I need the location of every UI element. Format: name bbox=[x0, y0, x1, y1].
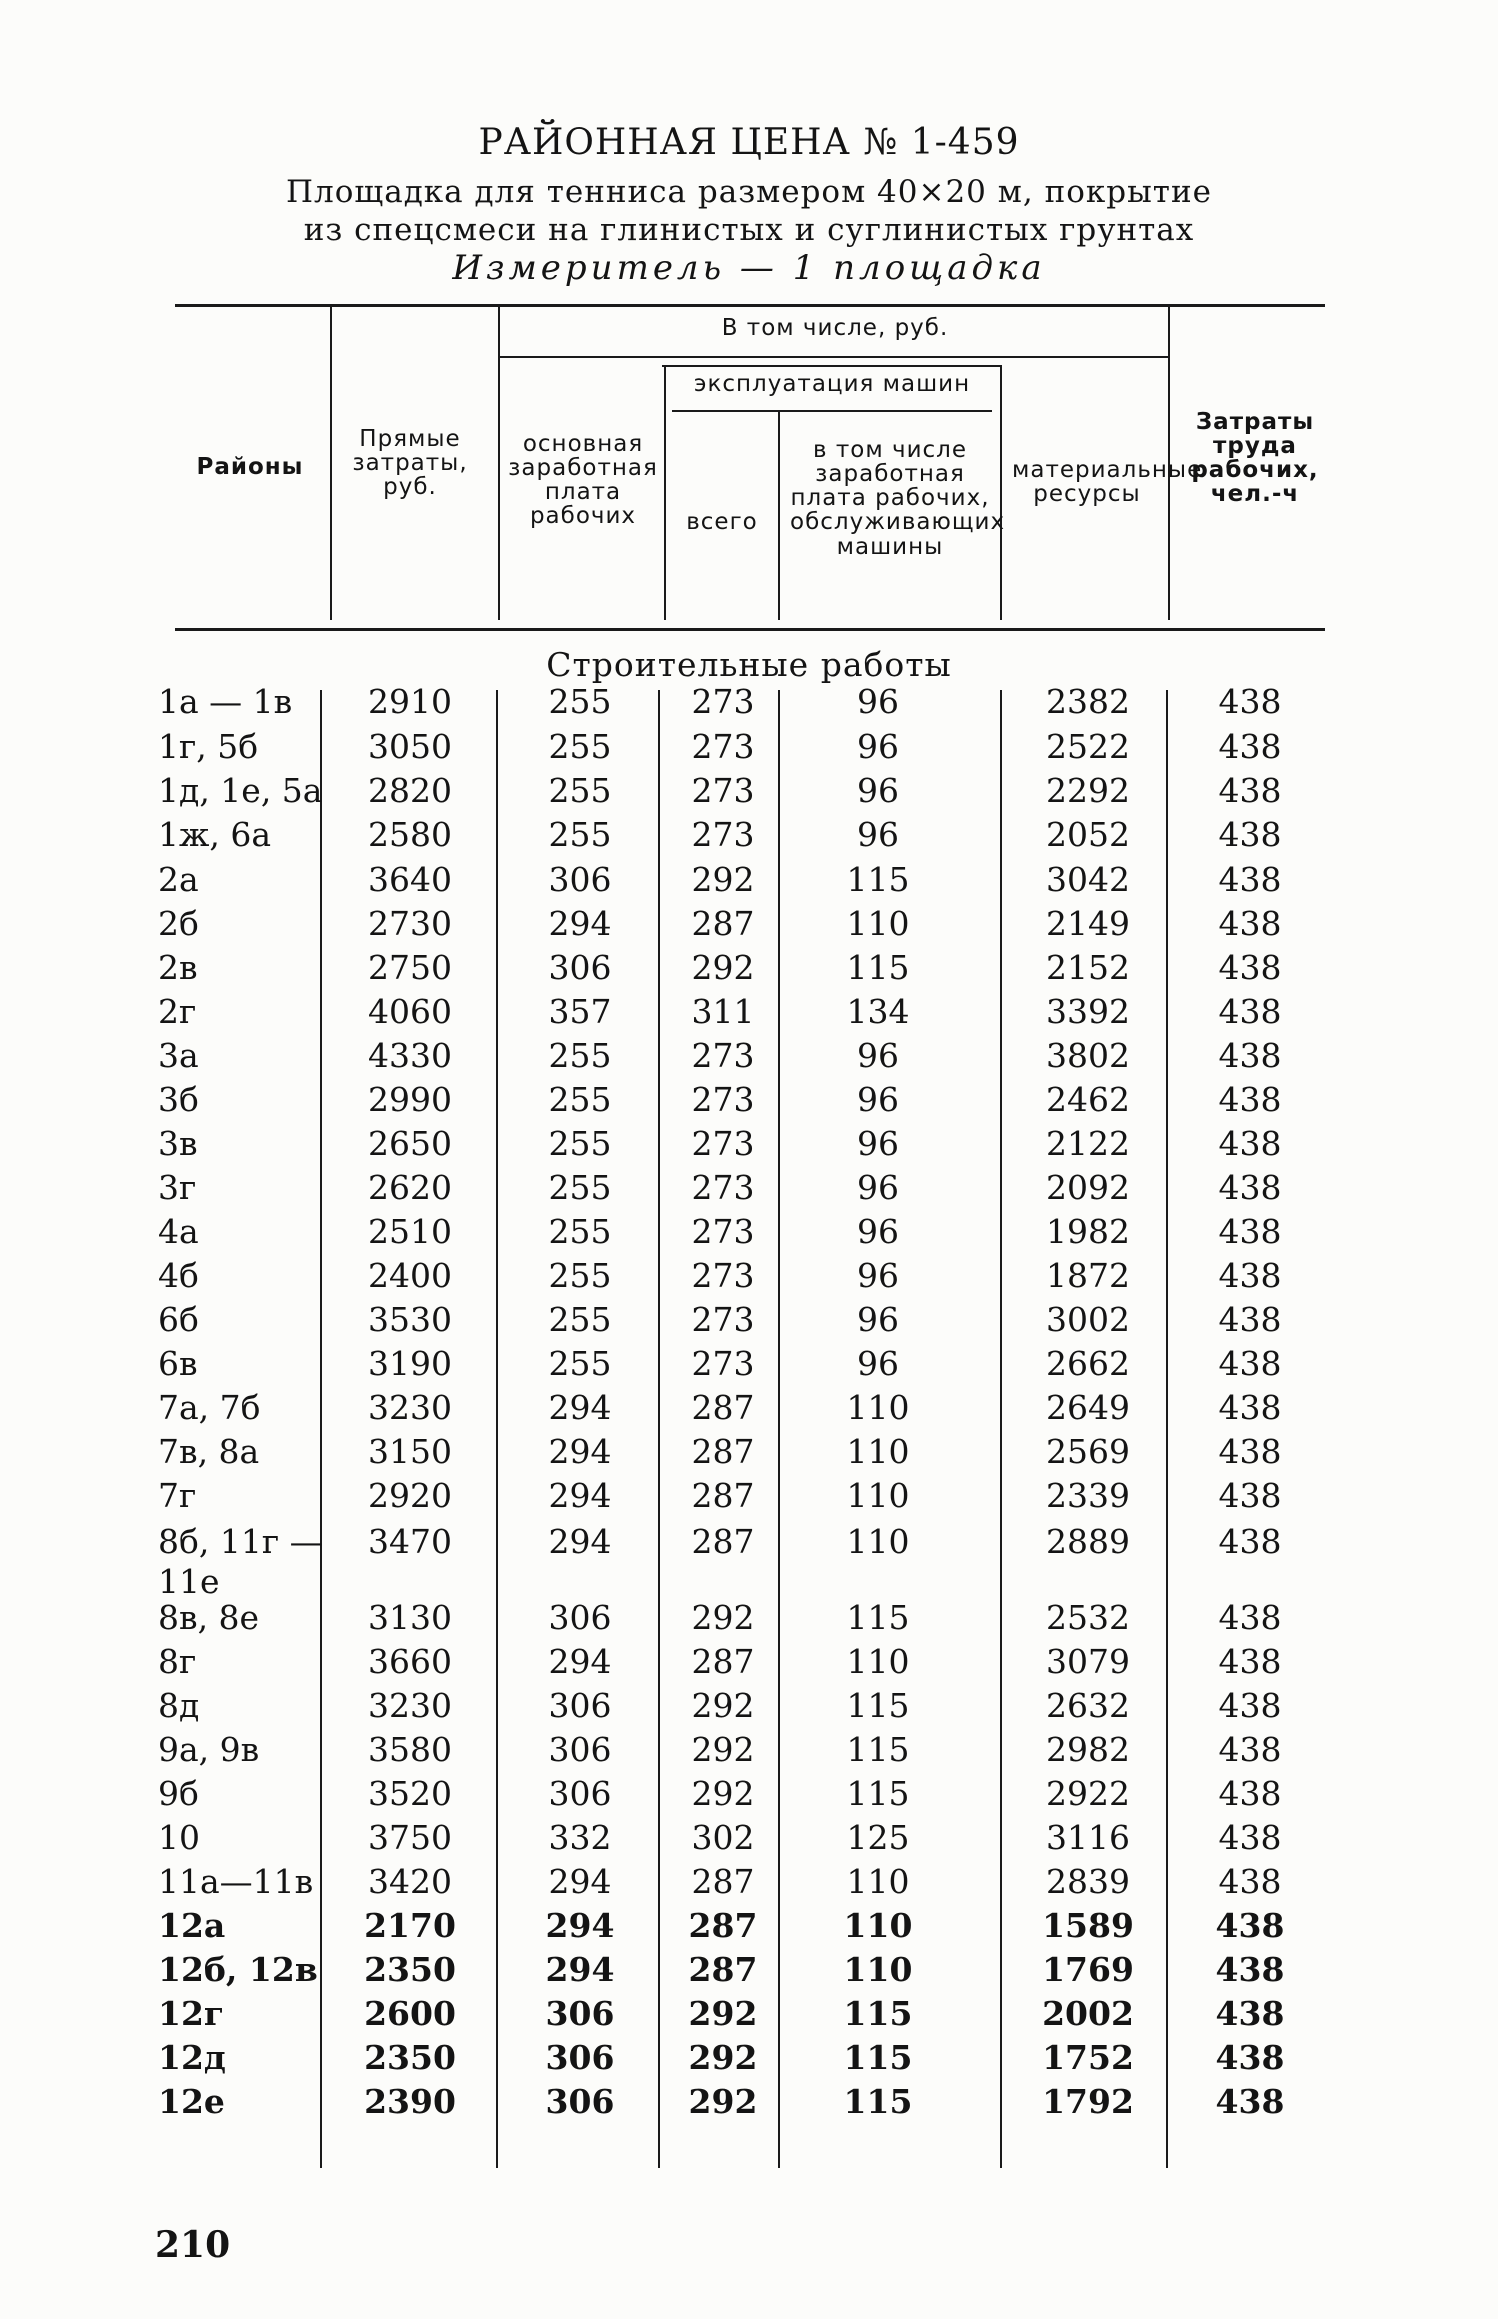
machine-wage-cell: 96 bbox=[857, 1080, 899, 1119]
machines-total-cell: 273 bbox=[691, 1212, 755, 1251]
direct-cost-cell: 2750 bbox=[368, 948, 452, 987]
machine-wage-cell: 115 bbox=[846, 860, 910, 899]
direct-cost-cell: 4330 bbox=[368, 1036, 452, 1075]
materials-cell: 2662 bbox=[1046, 1344, 1130, 1383]
base-wage-cell: 255 bbox=[548, 682, 612, 721]
base-wage-cell: 306 bbox=[548, 860, 612, 899]
direct-cost-cell: 2920 bbox=[368, 1476, 452, 1515]
machines-total-cell: 292 bbox=[688, 2038, 758, 2077]
direct-cost-cell: 3750 bbox=[368, 1818, 452, 1857]
region-cell: 1д, 1е, 5а bbox=[158, 771, 323, 810]
machines-total-cell: 273 bbox=[691, 727, 755, 766]
materials-cell: 3802 bbox=[1046, 1036, 1130, 1075]
region-cell: 2г bbox=[158, 992, 197, 1031]
direct-cost-cell: 2510 bbox=[368, 1212, 452, 1251]
materials-cell: 2532 bbox=[1046, 1598, 1130, 1637]
base-wage-cell: 255 bbox=[548, 771, 612, 810]
labor-cell: 438 bbox=[1218, 904, 1282, 943]
region-cell: 8в, 8е bbox=[158, 1598, 260, 1637]
region-cell: 2б bbox=[158, 904, 199, 943]
machines-total-cell: 273 bbox=[691, 1300, 755, 1339]
subtitle-line-1: Площадка для тенниса размером 40×20 м, покрытие bbox=[286, 174, 1212, 210]
machine-wage-cell: 110 bbox=[843, 1950, 913, 1989]
machine-wage-cell: 110 bbox=[846, 1432, 910, 1471]
body-divider-6 bbox=[1166, 690, 1168, 2168]
machine-wage-cell: 115 bbox=[846, 1730, 910, 1769]
region-cell: 12б, 12в bbox=[158, 1950, 318, 1989]
region-cell: 3б bbox=[158, 1080, 199, 1119]
labor-cell: 438 bbox=[1218, 1344, 1282, 1383]
labor-cell: 438 bbox=[1215, 2038, 1285, 2077]
base-wage-cell: 332 bbox=[548, 1818, 612, 1857]
machine-wage-cell: 96 bbox=[857, 1036, 899, 1075]
materials-cell: 2382 bbox=[1046, 682, 1130, 721]
header-divider-2 bbox=[498, 306, 500, 620]
machine-wage-cell: 110 bbox=[846, 1642, 910, 1681]
materials-cell: 2889 bbox=[1046, 1522, 1130, 1561]
labor-cell: 438 bbox=[1218, 1432, 1282, 1471]
materials-cell: 3002 bbox=[1046, 1300, 1130, 1339]
including-rule bbox=[498, 356, 1168, 358]
region-cell: 3а bbox=[158, 1036, 199, 1075]
base-wage-cell: 255 bbox=[548, 1300, 612, 1339]
labor-cell: 438 bbox=[1218, 992, 1282, 1031]
labor-cell: 438 bbox=[1218, 1774, 1282, 1813]
labor-cell: 438 bbox=[1218, 1388, 1282, 1427]
machine-wage-cell: 125 bbox=[846, 1818, 910, 1857]
machine-wage-cell: 96 bbox=[857, 682, 899, 721]
base-wage-cell: 357 bbox=[548, 992, 612, 1031]
materials-cell: 1982 bbox=[1046, 1212, 1130, 1251]
machine-wage-cell: 110 bbox=[846, 1862, 910, 1901]
direct-cost-cell: 3470 bbox=[368, 1522, 452, 1561]
measure-unit: Измеритель — 1 площадка bbox=[452, 248, 1046, 288]
machines-total-cell: 292 bbox=[688, 2082, 758, 2121]
labor-cell: 438 bbox=[1218, 771, 1282, 810]
machines-total-cell: 292 bbox=[691, 860, 755, 899]
header-direct-costs: Прямые затраты, руб. bbox=[352, 426, 468, 501]
machines-total-cell: 273 bbox=[691, 1256, 755, 1295]
labor-cell: 438 bbox=[1218, 1818, 1282, 1857]
machine-wage-cell: 110 bbox=[846, 1522, 910, 1561]
machines-total-cell: 273 bbox=[691, 1036, 755, 1075]
machine-wage-cell: 96 bbox=[857, 1300, 899, 1339]
direct-cost-cell: 2350 bbox=[364, 1950, 456, 1989]
region-cell: 8г bbox=[158, 1642, 197, 1681]
materials-cell: 2052 bbox=[1046, 815, 1130, 854]
base-wage-cell: 255 bbox=[548, 815, 612, 854]
machine-wage-cell: 96 bbox=[857, 1212, 899, 1251]
base-wage-cell: 294 bbox=[548, 1862, 612, 1901]
direct-cost-cell: 3530 bbox=[368, 1300, 452, 1339]
materials-cell: 3042 bbox=[1046, 860, 1130, 899]
direct-cost-cell: 3130 bbox=[368, 1598, 452, 1637]
direct-cost-cell: 3660 bbox=[368, 1642, 452, 1681]
machines-total-cell: 273 bbox=[691, 1168, 755, 1207]
machine-wage-cell: 110 bbox=[846, 1476, 910, 1515]
base-wage-cell: 306 bbox=[548, 1730, 612, 1769]
base-wage-cell: 294 bbox=[548, 1476, 612, 1515]
machine-wage-cell: 115 bbox=[846, 1774, 910, 1813]
materials-cell: 2122 bbox=[1046, 1124, 1130, 1163]
region-cell: 7а, 7б bbox=[158, 1388, 261, 1427]
body-divider-2 bbox=[496, 690, 498, 2168]
base-wage-cell: 255 bbox=[548, 1124, 612, 1163]
machine-wage-cell: 96 bbox=[857, 771, 899, 810]
machines-total-cell: 292 bbox=[688, 1994, 758, 2033]
region-cell: 1ж, 6а bbox=[158, 815, 272, 854]
materials-cell: 3079 bbox=[1046, 1642, 1130, 1681]
direct-cost-cell: 2400 bbox=[368, 1256, 452, 1295]
direct-cost-cell: 2620 bbox=[368, 1168, 452, 1207]
machines-total-cell: 292 bbox=[691, 1774, 755, 1813]
labor-cell: 438 bbox=[1218, 1036, 1282, 1075]
machines-total-cell: 287 bbox=[691, 1476, 755, 1515]
machine-wage-cell: 96 bbox=[857, 815, 899, 854]
machines-total-cell: 287 bbox=[691, 1388, 755, 1427]
region-cell: 7г bbox=[158, 1476, 197, 1515]
direct-cost-cell: 2350 bbox=[364, 2038, 456, 2077]
machines-total-cell: 273 bbox=[691, 1344, 755, 1383]
direct-cost-cell: 3420 bbox=[368, 1862, 452, 1901]
header-divider-1 bbox=[330, 306, 332, 620]
machines-total-cell: 273 bbox=[691, 682, 755, 721]
page-number: 210 bbox=[155, 2224, 231, 2266]
materials-cell: 1589 bbox=[1042, 1906, 1134, 1945]
labor-cell: 438 bbox=[1218, 1476, 1282, 1515]
materials-cell: 3392 bbox=[1046, 992, 1130, 1031]
direct-cost-cell: 2170 bbox=[364, 1906, 456, 1945]
machines-total-cell: 292 bbox=[691, 1598, 755, 1637]
labor-cell: 438 bbox=[1218, 1862, 1282, 1901]
region-cell: 1а — 1в bbox=[158, 682, 293, 721]
machine-wage-cell: 115 bbox=[843, 2082, 913, 2121]
base-wage-cell: 306 bbox=[548, 948, 612, 987]
region-cell: 7в, 8а bbox=[158, 1432, 260, 1471]
machines-total-cell: 287 bbox=[691, 1432, 755, 1471]
machine-wage-cell: 96 bbox=[857, 1344, 899, 1383]
header-divider-4 bbox=[778, 412, 780, 620]
base-wage-cell: 294 bbox=[548, 1642, 612, 1681]
header-including: В том числе, руб. bbox=[721, 315, 949, 341]
base-wage-cell: 306 bbox=[548, 1686, 612, 1725]
base-wage-cell: 306 bbox=[548, 1774, 612, 1813]
materials-cell: 2649 bbox=[1046, 1388, 1130, 1427]
machine-wage-cell: 134 bbox=[846, 992, 910, 1031]
machines-total-cell: 302 bbox=[691, 1818, 755, 1857]
region-cell: 3г bbox=[158, 1168, 197, 1207]
machines-total-cell: 287 bbox=[691, 904, 755, 943]
region-cell: 1г, 5б bbox=[158, 727, 259, 766]
region-cell: 9б bbox=[158, 1774, 199, 1813]
direct-cost-cell: 3230 bbox=[368, 1686, 452, 1725]
machine-wage-cell: 110 bbox=[846, 1388, 910, 1427]
machine-wage-cell: 96 bbox=[857, 1124, 899, 1163]
machine-wage-cell: 110 bbox=[843, 1906, 913, 1945]
base-wage-cell: 255 bbox=[548, 1256, 612, 1295]
labor-cell: 438 bbox=[1218, 1686, 1282, 1725]
machines-total-cell: 273 bbox=[691, 1124, 755, 1163]
materials-cell: 1769 bbox=[1042, 1950, 1134, 1989]
labor-cell: 438 bbox=[1215, 2082, 1285, 2121]
direct-cost-cell: 2910 bbox=[368, 682, 452, 721]
direct-cost-cell: 2580 bbox=[368, 815, 452, 854]
base-wage-cell: 306 bbox=[548, 1598, 612, 1637]
base-wage-cell: 255 bbox=[548, 1036, 612, 1075]
materials-cell: 2632 bbox=[1046, 1686, 1130, 1725]
labor-cell: 438 bbox=[1218, 682, 1282, 721]
materials-cell: 2002 bbox=[1042, 1994, 1134, 2033]
machine-wage-cell: 96 bbox=[857, 727, 899, 766]
base-wage-cell: 294 bbox=[548, 1522, 612, 1561]
base-wage-cell: 294 bbox=[548, 1432, 612, 1471]
direct-cost-cell: 2600 bbox=[364, 1994, 456, 2033]
body-divider-5 bbox=[1000, 690, 1002, 2168]
machine-wage-cell: 115 bbox=[843, 1994, 913, 2033]
region-cell: 12г bbox=[158, 1994, 225, 2033]
labor-cell: 438 bbox=[1218, 1168, 1282, 1207]
header-machine-operation: эксплуатация машин bbox=[693, 371, 971, 397]
machines-total-cell: 292 bbox=[691, 1730, 755, 1769]
labor-cell: 438 bbox=[1215, 1906, 1285, 1945]
labor-cell: 438 bbox=[1218, 1080, 1282, 1119]
direct-cost-cell: 3230 bbox=[368, 1388, 452, 1427]
direct-cost-cell: 2650 bbox=[368, 1124, 452, 1163]
materials-cell: 3116 bbox=[1046, 1818, 1130, 1857]
materials-cell: 2339 bbox=[1046, 1476, 1130, 1515]
region-cell: 11а—11в bbox=[158, 1862, 314, 1901]
materials-cell: 2152 bbox=[1046, 948, 1130, 987]
region-cell: 3в bbox=[158, 1124, 198, 1163]
region-cell: 10 bbox=[158, 1818, 200, 1857]
direct-cost-cell: 3640 bbox=[368, 860, 452, 899]
base-wage-cell: 306 bbox=[545, 2038, 615, 2077]
direct-cost-cell: 3190 bbox=[368, 1344, 452, 1383]
region-cell: 12е bbox=[158, 2082, 225, 2121]
header-labor: Затраты труда рабочих, чел.-ч bbox=[1191, 409, 1319, 508]
machines-total-cell: 292 bbox=[691, 948, 755, 987]
machines-total-cell: 287 bbox=[691, 1862, 755, 1901]
labor-cell: 438 bbox=[1218, 1212, 1282, 1251]
header-machine-wage: в том числе заработная плата рабочих, обслуживающих машины bbox=[790, 437, 1006, 560]
header-bottom-rule bbox=[175, 628, 1325, 631]
machines-total-cell: 287 bbox=[691, 1522, 755, 1561]
base-wage-cell: 294 bbox=[548, 904, 612, 943]
region-cell: 2в bbox=[158, 948, 198, 987]
region-cell: 4а bbox=[158, 1212, 199, 1251]
base-wage-cell: 255 bbox=[548, 1212, 612, 1251]
header-machines-total: всего bbox=[686, 509, 758, 535]
labor-cell: 438 bbox=[1218, 1598, 1282, 1637]
region-cell: 12а bbox=[158, 1906, 226, 1945]
materials-cell: 2092 bbox=[1046, 1168, 1130, 1207]
labor-cell: 438 bbox=[1218, 815, 1282, 854]
header-divider-5 bbox=[1000, 366, 1002, 620]
region-cell: 12д bbox=[158, 2038, 226, 2077]
direct-cost-cell: 3150 bbox=[368, 1432, 452, 1471]
region-cell: 9а, 9в bbox=[158, 1730, 260, 1769]
materials-cell: 2522 bbox=[1046, 727, 1130, 766]
region-cell: 6б bbox=[158, 1300, 199, 1339]
machines-total-cell: 311 bbox=[691, 992, 755, 1031]
header-top-rule bbox=[175, 304, 1325, 307]
direct-cost-cell: 3050 bbox=[368, 727, 452, 766]
direct-cost-cell: 3580 bbox=[368, 1730, 452, 1769]
base-wage-cell: 255 bbox=[548, 727, 612, 766]
base-wage-cell: 306 bbox=[545, 2082, 615, 2121]
direct-cost-cell: 2820 bbox=[368, 771, 452, 810]
materials-cell: 2569 bbox=[1046, 1432, 1130, 1471]
materials-cell: 2922 bbox=[1046, 1774, 1130, 1813]
region-cell: 6в bbox=[158, 1344, 198, 1383]
labor-cell: 438 bbox=[1215, 1950, 1285, 1989]
labor-cell: 438 bbox=[1218, 727, 1282, 766]
machine-wage-cell: 110 bbox=[846, 904, 910, 943]
machine-wage-cell: 115 bbox=[843, 2038, 913, 2077]
header-materials: материальные ресурсы bbox=[1012, 457, 1203, 508]
machines-total-cell: 273 bbox=[691, 1080, 755, 1119]
materials-cell: 1872 bbox=[1046, 1256, 1130, 1295]
machines-total-cell: 273 bbox=[691, 771, 755, 810]
direct-cost-cell: 4060 bbox=[368, 992, 452, 1031]
base-wage-cell: 294 bbox=[545, 1950, 615, 1989]
labor-cell: 438 bbox=[1215, 1994, 1285, 2033]
labor-cell: 438 bbox=[1218, 1730, 1282, 1769]
machines-total-cell: 273 bbox=[691, 815, 755, 854]
materials-cell: 1792 bbox=[1042, 2082, 1134, 2121]
machines-total-cell: 287 bbox=[688, 1950, 758, 1989]
machines-sub-rule bbox=[672, 410, 992, 412]
subtitle-line-2: из спецсмеси на глинистых и суглинистых грунтах bbox=[303, 212, 1195, 248]
materials-cell: 1752 bbox=[1042, 2038, 1134, 2077]
labor-cell: 438 bbox=[1218, 1256, 1282, 1295]
base-wage-cell: 255 bbox=[548, 1344, 612, 1383]
labor-cell: 438 bbox=[1218, 1642, 1282, 1681]
labor-cell: 438 bbox=[1218, 1522, 1282, 1561]
base-wage-cell: 255 bbox=[548, 1080, 612, 1119]
labor-cell: 438 bbox=[1218, 1300, 1282, 1339]
machines-total-cell: 287 bbox=[691, 1642, 755, 1681]
price-title: РАЙОННАЯ ЦЕНА № 1-459 bbox=[478, 122, 1020, 163]
section-title: Строительные работы bbox=[546, 645, 952, 684]
direct-cost-cell: 2730 bbox=[368, 904, 452, 943]
labor-cell: 438 bbox=[1218, 860, 1282, 899]
materials-cell: 2982 bbox=[1046, 1730, 1130, 1769]
machine-wage-cell: 115 bbox=[846, 1598, 910, 1637]
header-divider-3 bbox=[664, 366, 666, 620]
materials-cell: 2462 bbox=[1046, 1080, 1130, 1119]
direct-cost-cell: 2990 bbox=[368, 1080, 452, 1119]
materials-cell: 2292 bbox=[1046, 771, 1130, 810]
labor-cell: 438 bbox=[1218, 948, 1282, 987]
labor-cell: 438 bbox=[1218, 1124, 1282, 1163]
machines-total-cell: 287 bbox=[688, 1906, 758, 1945]
header-base-wage: основная заработная плата рабочих bbox=[508, 431, 658, 530]
direct-cost-cell: 2390 bbox=[364, 2082, 456, 2121]
region-cell: 8д bbox=[158, 1686, 200, 1725]
region-cell: 8б, 11г — 11е bbox=[158, 1522, 323, 1601]
machine-wage-cell: 115 bbox=[846, 1686, 910, 1725]
region-cell: 2а bbox=[158, 860, 199, 899]
machine-wage-cell: 96 bbox=[857, 1256, 899, 1295]
base-wage-cell: 294 bbox=[548, 1388, 612, 1427]
materials-cell: 2149 bbox=[1046, 904, 1130, 943]
base-wage-cell: 255 bbox=[548, 1168, 612, 1207]
header-regions: Районы bbox=[196, 454, 304, 480]
direct-cost-cell: 3520 bbox=[368, 1774, 452, 1813]
base-wage-cell: 294 bbox=[545, 1906, 615, 1945]
base-wage-cell: 306 bbox=[545, 1994, 615, 2033]
region-cell: 4б bbox=[158, 1256, 199, 1295]
machines-top-rule bbox=[662, 365, 1002, 367]
machine-wage-cell: 115 bbox=[846, 948, 910, 987]
materials-cell: 2839 bbox=[1046, 1862, 1130, 1901]
machine-wage-cell: 96 bbox=[857, 1168, 899, 1207]
machines-total-cell: 292 bbox=[691, 1686, 755, 1725]
